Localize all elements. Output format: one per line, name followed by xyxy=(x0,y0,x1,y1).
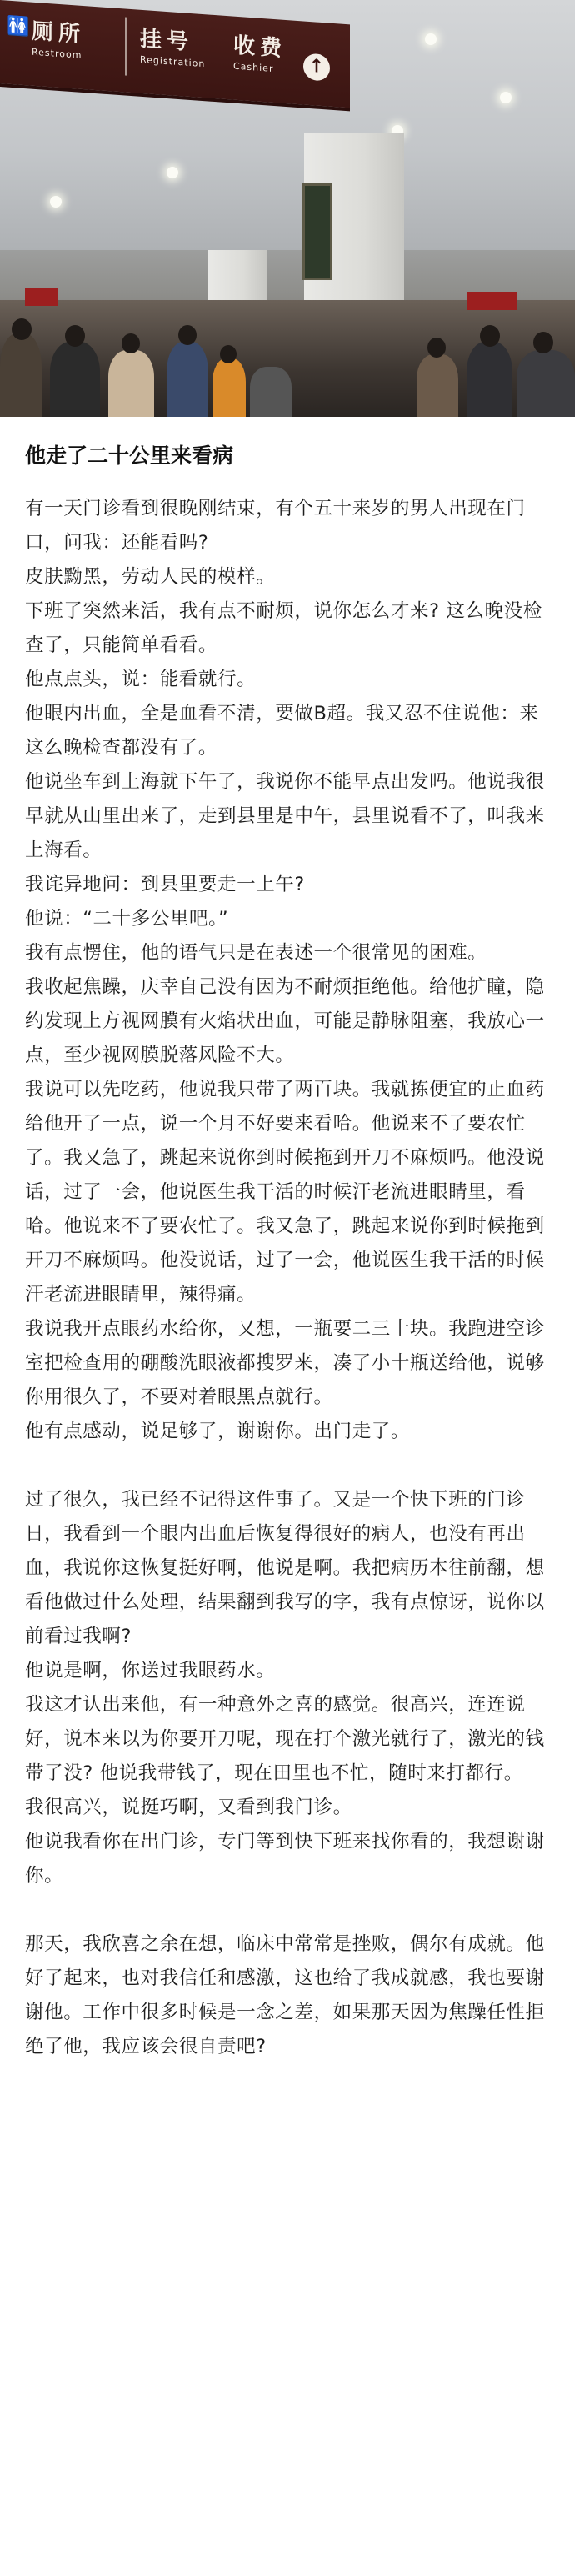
person-head xyxy=(65,325,85,347)
paragraph: 我很高兴，说挺巧啊，又看到我门诊。 xyxy=(25,1797,352,1818)
person-head xyxy=(480,325,500,347)
ceiling-light xyxy=(167,167,178,178)
article-title: 他走了二十公里来看病 xyxy=(25,444,234,468)
person xyxy=(517,350,575,417)
paragraph: 我说可以先吃药，他说我只带了两百块。我就拣便宜的止血药给他开了一点，说一个月不好要来看哈。他说来不了要农忙了。我又急了，跳起来说你到时候拖到开刀不麻烦吗。他没说话，过了一会，他说医生我干活的时候汗老流进眼睛里，看哈。他说来不了要农忙了。我又急了，跳起来说你到时候拖到开刀不麻烦吗。他没说话，过了一会，他说医生我干活的时候汗老流进眼睛里，辣得痛。 xyxy=(25,1079,545,1306)
paragraph: 我有点愣住，他的语气只是在表述一个很常见的困难。 xyxy=(25,942,488,964)
person xyxy=(50,342,100,417)
ceiling-light xyxy=(500,92,512,103)
sign-cashier-en: Cashier xyxy=(233,60,274,74)
red-notice-board xyxy=(467,292,517,310)
person-head xyxy=(220,345,237,363)
paragraph: 我这才认出来他，有一种意外之喜的感觉。很高兴，连连说好，说本来以为你要开刀呢，现在打个激光就行了，激光的钱带了没? 他说我带钱了，现在田里也不忙，随时来打都行。 xyxy=(25,1694,545,1784)
paragraph: 我说我开点眼药水给你，又想，一瓶要二三十块。我跑进空诊室把检查用的硼酸洗眼液都搜罗来，凑了小十瓶送给他，说够你用很久了，不要对着眼黑点就行。 xyxy=(25,1318,545,1408)
person-head xyxy=(122,333,140,353)
paragraph: 皮肤黝黑，劳动人民的模样。 xyxy=(25,566,276,588)
person xyxy=(108,350,154,417)
paragraph: 他说坐车到上海就下午了，我说你不能早点出发吗。他说我很早就从山里出来了，走到县里是中午，县里说看不了，叫我来上海看。 xyxy=(25,771,545,861)
paragraph: 他说我看你在出门诊，专门等到快下班来找你看的，我想谢谢你。 xyxy=(25,1831,545,1887)
sign-restroom xyxy=(32,14,85,61)
hospital-lobby-photo xyxy=(0,0,575,417)
sign-registration-cn: 挂号 xyxy=(140,26,194,56)
paragraph: 我收起焦躁，庆幸自己没有因为不耐烦拒绝他。给他扩瞳，隐约发现上方视网膜有火焰状出血，可能是静脉阻塞，我放心一点，至少视网膜脱落风险不大。 xyxy=(25,976,545,1066)
person xyxy=(417,354,458,417)
paragraph: 他说：“二十多公里吧。” xyxy=(25,908,229,930)
sign-registration-en: Registration xyxy=(140,53,206,70)
sign-cashier xyxy=(233,28,287,75)
paragraph: 过了很久，我已经不记得这件事了。又是一个快下班的门诊日，我看到一个眼内出血后恢复得很好的病人，也没有再出血，我说你这恢复挺好啊，他说是啊。我把病历本往前翻，想看他做过什么处理，结果翻到我写的字，我有点惊讶，说你以前看过我啊? xyxy=(25,1489,545,1647)
article xyxy=(0,417,575,2064)
ceiling-light xyxy=(50,196,62,208)
paragraph: 我诧异地问：到县里要走一上午? xyxy=(25,874,305,895)
person xyxy=(212,358,246,417)
person-head xyxy=(428,338,446,358)
sign-restroom-en: Restroom xyxy=(32,46,82,61)
sign-cashier-cn: 收费 xyxy=(233,33,288,63)
person xyxy=(167,342,208,417)
paragraph: 他说是啊，你送过我眼药水。 xyxy=(25,1660,276,1681)
person-head xyxy=(12,318,32,340)
ceiling-light xyxy=(425,33,437,45)
wall-screen xyxy=(302,183,332,280)
paragraph: 他点点头，说：能看就行。 xyxy=(25,669,257,690)
paragraph: 他眼内出血，全是血看不清，要做B超。我又忍不住说他：来这么晚检查都没有了。 xyxy=(25,703,539,759)
sign-restroom-cn: 厕所 xyxy=(32,18,86,48)
person xyxy=(0,333,42,417)
red-notice-board xyxy=(25,288,58,306)
paragraph-gap xyxy=(25,1449,552,1483)
person xyxy=(467,342,512,417)
paragraph: 有一天门诊看到很晚刚结束，有个五十来岁的男人出现在门口，问我：还能看吗? xyxy=(25,498,526,554)
restroom-icon: 🚻 xyxy=(7,15,30,38)
person-head xyxy=(533,332,553,353)
paragraph: 他有点感动，说足够了，谢谢你。出门走了。 xyxy=(25,1421,411,1442)
sign-registration xyxy=(140,22,205,69)
arrow-up-icon: ↑ xyxy=(303,53,330,81)
paragraph: 那天，我欣喜之余在想，临床中常常是挫败，偶尔有成就。他好了起来，也对我信任和感激，这也给了我成就感，我也要谢谢他。工作中很多时候是一念之差，如果那天因为焦躁任性拒绝了他，我应该会很自责吧? xyxy=(25,1933,545,2057)
sign-divider xyxy=(125,17,127,75)
person xyxy=(250,367,292,417)
paragraph: 下班了突然来活，我有点不耐烦，说你怎么才来? 这么晚没检查了，只能简单看看。 xyxy=(25,600,542,656)
person-head xyxy=(178,325,197,345)
paragraph-gap xyxy=(25,1893,552,1927)
